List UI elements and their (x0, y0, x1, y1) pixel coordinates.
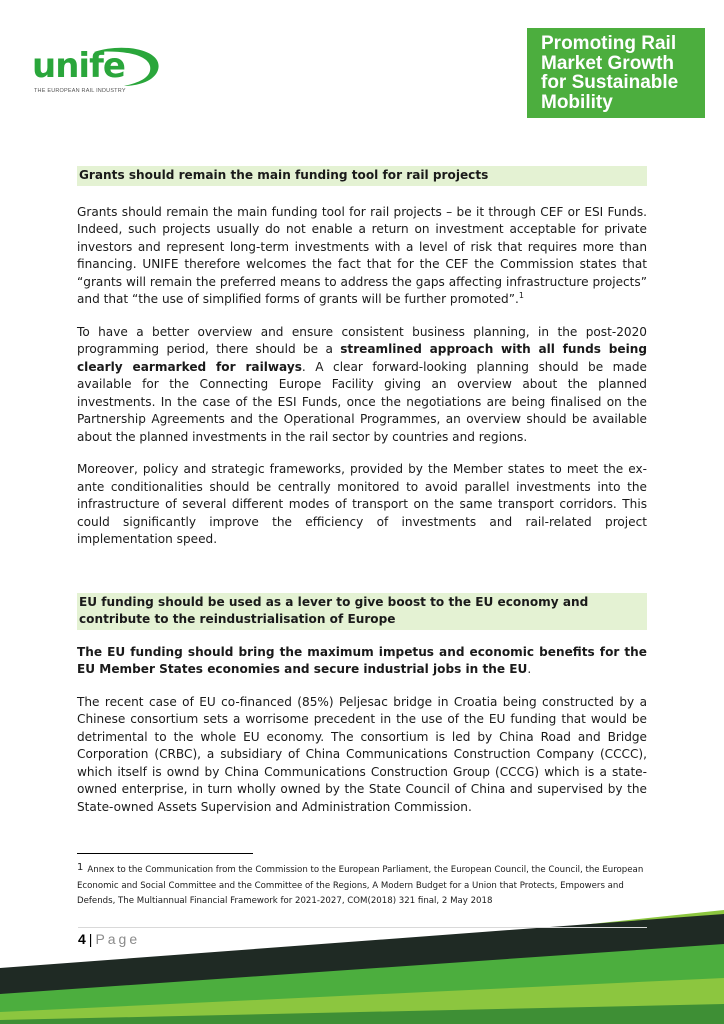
section-heading-eu-funding: EU funding should be used as a lever to give boost to the EU economy and contribute to the reindustrialisation of Europe (77, 593, 647, 630)
unife-logo (32, 46, 162, 100)
section-subheading (77, 644, 647, 679)
banner-line: Promoting Rail (541, 33, 677, 54)
paragraph-text: . A clear forward-looking planning should be made available for the Connecting Europe Facility giving an overview about the planned investments. In the case of the ESI Funds, once the negotiations are being finalised on the Partnership Agreements and the Operational Programmes, an overview should be available about the planned investments in the rail sector by countries and regions. (77, 359, 647, 444)
paragraph (77, 204, 647, 309)
footnote-divider (77, 853, 253, 854)
footnote-reference[interactable]: 1 (518, 290, 524, 300)
footnote-mark: 1 (77, 862, 84, 873)
paragraph-text: To have a better overview and ensure consistent business planning, in the post-2020 programming period, there should be a (77, 324, 647, 356)
footnote-text: Annex to the Communication from the Commission to the European Parliament, the European Council, the Council, the European Economic and Social Committee and the Committee of the Regions, A Modern Budget for a Union that Protects, Empowers and Defends, The Multiannual Financial Framework for 2021-2027, COM(2018) 321 final, 2 May 2018 (77, 865, 644, 906)
page-number-separator: | (88, 931, 93, 947)
document-body (77, 166, 647, 816)
banner-line: Market Growth (541, 52, 675, 74)
banner-line: Mobility (541, 91, 613, 113)
emphasis-text: streamlined approach with all funds being clearly earmarked for railways (77, 342, 647, 374)
section-heading-grants: Grants should remain the main funding tool for rail projects (77, 166, 647, 186)
subheading-period: . (527, 662, 532, 676)
paragraph: Moreover, policy and strategic frameworks, provided by the Member states to meet the ex-ante conditionalities should be centrally monitored to avoid parallel investments into the infrastructure of several different modes of transport on the same transport corridors. This could significantly improve the efficiency of investments and rail-related project implementation speed. (77, 462, 647, 546)
paragraph: The recent case of EU co-financed (85%) Peljesac bridge in Croatia being constructed by a Chinese consortium sets a worrisome precedent in the use of the EU funding that would be detrimental to the whole EU economy. The consortium is led by China Road and Bridge Corporation (CRBC), a subsidiary of China Communications Construction Company (CCCC), which itself is ownd by China Communications Construction Group (CCCG) which is a state-owned enterprise, in turn wholly owned by the State Council of China and supervised by the State-owned Assets Supervision and Administration Commission. (77, 694, 647, 814)
paragraph-text: Grants should remain the main funding tool for rail projects – be it through CEF or ESI Funds. Indeed, such projects usually do not enable a return on investment acceptable for private investors and represent long-term investments with a level of risk that requires more than financing. UNIFE therefore welcomes the fact that for the CEF the Commission states that “grants will remain the preferred means to address the gaps affecting infrastructure projects” and that “the use of simplified forms of grants will be further promoted”. (77, 204, 647, 306)
page-number-value: 4 (78, 931, 86, 947)
subheading-text: The EU funding should bring the maximum impetus and economic benefits for the EU Member States economies and secure industrial jobs in the EU (77, 644, 647, 676)
page-number (78, 931, 140, 947)
paragraph (77, 324, 647, 447)
logo-tagline: THE EUROPEAN RAIL INDUSTRY (34, 88, 126, 94)
header-banner (527, 28, 705, 118)
banner-line: for Sustainable (541, 72, 679, 93)
logo-wordmark: unife (32, 46, 125, 86)
page-number-label: Page (95, 931, 141, 947)
page-number-rule (78, 927, 647, 928)
footer-stripes-graphic (0, 890, 724, 1024)
